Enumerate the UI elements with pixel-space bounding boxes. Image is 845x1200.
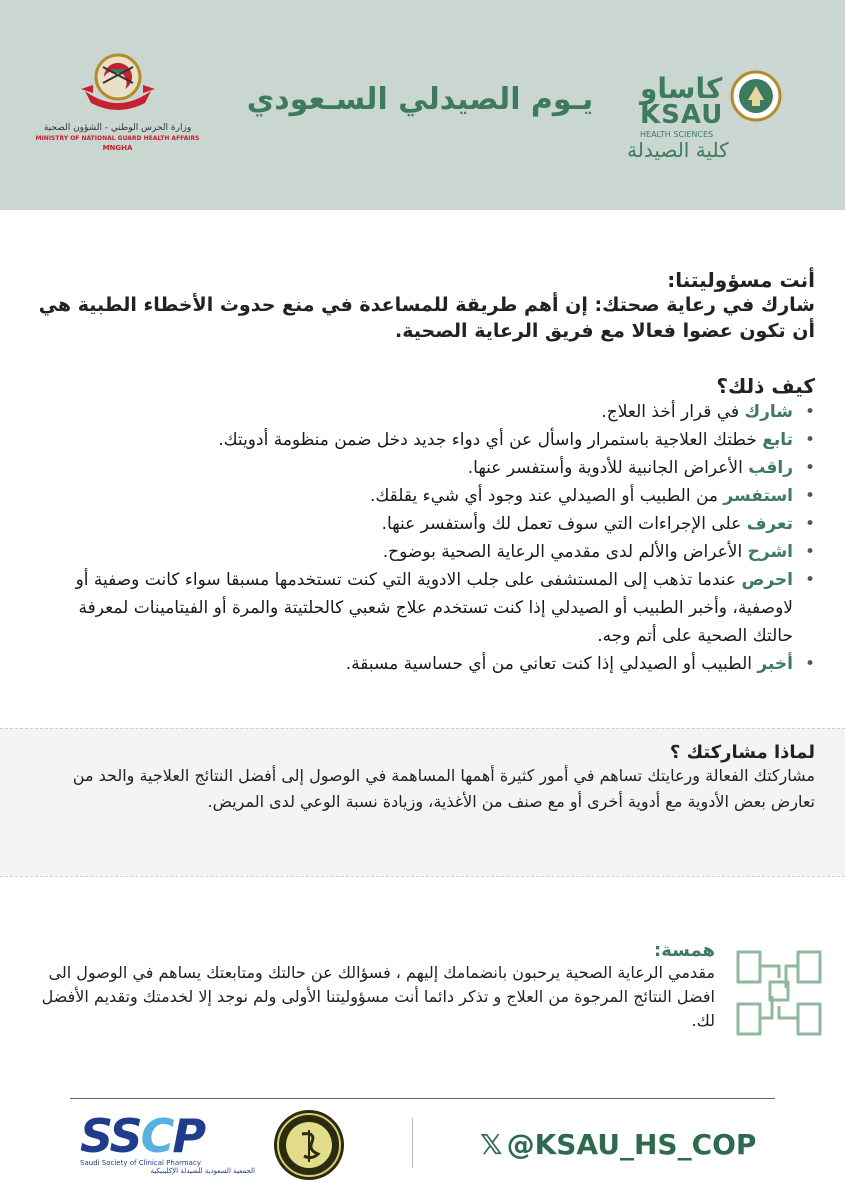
list-item-keyword: راقب <box>748 458 793 478</box>
list-item-text: من الطبيب أو الصيدلي عند وجود أي شيء يقلقك. <box>369 486 724 506</box>
how-heading: كيف ذلك؟ <box>716 374 815 398</box>
list-item-keyword: شارك <box>744 402 793 422</box>
list-item-keyword: احرص <box>741 570 793 590</box>
ksau-english-name: KSAU <box>640 100 724 130</box>
whisper-heading: همسة: <box>654 940 715 961</box>
list-item <box>45 398 793 426</box>
responsibility-heading: أنت مسؤوليتنا: <box>667 268 815 292</box>
why-heading: لماذا مشاركتك ؟ <box>669 742 815 763</box>
whisper-text: مقدمي الرعاية الصحية يرحبون بانضمامك إليهم ، فسؤالك عن حالتك ومتابعتك يساهم في الوصول الى افضل النتائج المرجوة من العلاج و تذكر دائما أنت مسؤوليتنا الأولى ولم نوجد إلا لخدمتك وتقديم الأفضل لك. <box>41 963 715 1030</box>
x-icon: 𝕏 <box>480 1128 503 1161</box>
divider <box>0 876 845 877</box>
twitter-handle-link[interactable] <box>480 1128 756 1161</box>
responsibility-section <box>30 268 815 344</box>
handshake-icon <box>734 948 824 1038</box>
list-item-text: في قرار أخذ العلاج. <box>601 402 745 422</box>
list-item-text: عندما تذهب إلى المستشفى على جلب الادوية التي كنت تستخدمها مسبقا سواء كانت وصفية أو لاوصفية، وأخبر الطبيب أو الصيدلي إذا كنت تستخدم علاج شعبي كالحلتيتة والمرة أو الفيتامينات لمعرفة حالتك الصحية على أتم وجه. <box>75 570 793 646</box>
list-item <box>45 454 793 482</box>
list-item-keyword: استفسر <box>723 486 793 506</box>
twitter-handle: @KSAU_HS_COP <box>506 1128 757 1161</box>
list-item <box>45 566 793 650</box>
list-item <box>45 650 793 678</box>
mngha-abbreviation: MNGHA <box>102 144 133 152</box>
sscp-logo <box>80 1109 255 1175</box>
list-item <box>45 482 793 510</box>
mngha-emblem-icon <box>73 45 163 115</box>
how-section <box>45 374 815 678</box>
mngha-english-name: MINISTRY OF NATIONAL GUARD HEALTH AFFAIRS <box>35 135 200 142</box>
list-item-text: خطتك العلاجية باستمرار واسأل عن أي دواء جديد دخل ضمن منظومة أدويتك. <box>218 430 763 450</box>
list-item-text: الأعراض الجانبية للأدوية وأستفسر عنها. <box>467 458 749 478</box>
list-item-keyword: اشرح <box>747 542 793 562</box>
whisper-section <box>20 940 715 1033</box>
why-text: مشاركتك الفعالة ورعايتك تساهم في أمور كثيرة أهمها المساهمة في الوصول إلى أفضل النتائج العلاجية والحد من تعارض بعض الأدوية مع أدوية أخرى أو مع صنف من الأغذية، وزيادة نسبة الوعي لدى المريض. <box>72 766 815 811</box>
list-item <box>45 538 793 566</box>
ksau-subtitle: HEALTH SCIENCES <box>640 130 714 139</box>
list-item-text: الأعراض والألم لدى مقدمي الرعاية الصحية بوضوح. <box>382 542 748 562</box>
sscp-arabic-name: الجمعية السعودية للصيدلة الإكلينيكية <box>150 1167 255 1175</box>
ksau-arabic-name: كاساو <box>640 72 723 105</box>
footer-separator <box>412 1118 413 1168</box>
page-title: يـوم الصيدلي السـعودي <box>246 82 594 117</box>
list-item <box>45 426 793 454</box>
how-list <box>45 398 815 678</box>
list-item-text: الطبيب أو الصيدلي إذا كنت تعاني من أي حساسية مسبقة. <box>345 654 758 674</box>
responsibility-lead: شارك في رعاية صحتك: <box>594 294 815 316</box>
ksau-seal-icon <box>730 70 782 122</box>
sscp-english-name: Saudi Society of Clinical Pharmacy <box>80 1159 201 1167</box>
divider <box>0 728 845 729</box>
ksau-logo <box>612 60 792 160</box>
list-item-text: على الإجراءات التي سوف تعمل لك وأستفسر عنها. <box>381 514 747 534</box>
sscp-logo-text: SSCP <box>80 1109 205 1163</box>
footer-divider <box>70 1098 775 1099</box>
list-item-keyword: تابع <box>762 430 793 450</box>
why-section <box>25 742 815 815</box>
list-item-keyword: أخبر <box>757 654 793 674</box>
mngha-arabic-name: وزارة الحرس الوطني - الشؤون الصحية <box>43 123 192 133</box>
header-banner <box>0 0 845 210</box>
college-name: كلية الصيدلة <box>627 138 729 162</box>
responsibility-text <box>30 292 815 344</box>
mngha-logo <box>30 45 205 165</box>
responsibility-body: إن أهم طريقة للمساعدة في منع حدوث الأخطاء الطبية هي أن تكون عضوا فعالا مع فريق الرعاية الصحية. <box>38 294 815 342</box>
list-item <box>45 510 793 538</box>
pharmacy-seal-icon <box>272 1108 346 1182</box>
list-item-keyword: تعرف <box>746 514 793 534</box>
